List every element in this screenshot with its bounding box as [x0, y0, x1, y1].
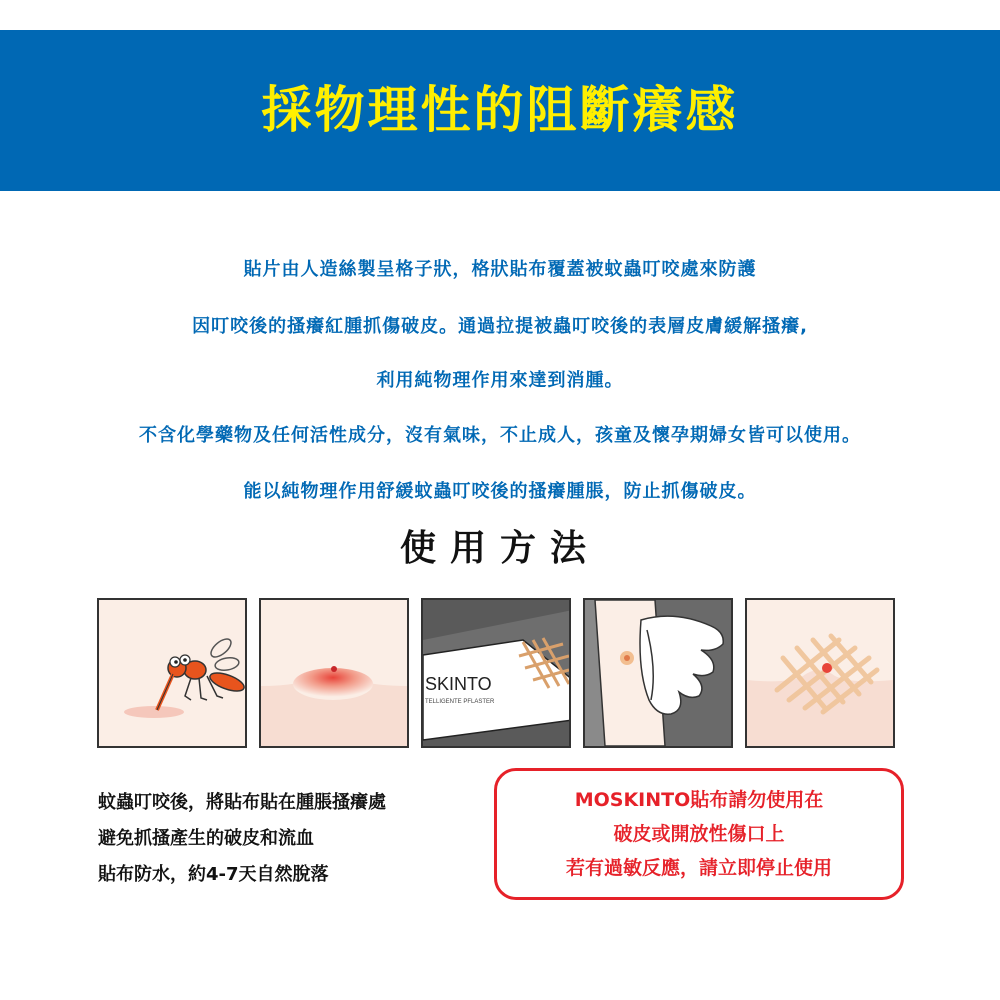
patch-package-illustration	[423, 600, 569, 746]
description-line-1: 貼片由人造絲製呈格子狀，格狀貼布覆蓋被蚊蟲叮咬處來防護	[243, 259, 757, 280]
package-brand: SKINTO	[425, 674, 492, 694]
warning-line-1: MOSKINTO貼布請勿使用在	[574, 789, 824, 811]
warning-line-2: 破皮或開放性傷口上	[613, 823, 785, 845]
swollen-bump-illustration	[261, 600, 407, 746]
step-panel-apply-patch	[583, 598, 733, 748]
method-heading: 使用方法	[399, 528, 600, 569]
step-panel-swollen-bump	[259, 598, 409, 748]
package-subtext: TELLIGENTE PFLASTER	[425, 699, 495, 705]
description-line-2: 因叮咬後的搔癢紅腫抓傷破皮。通過拉提被蟲叮咬後的表層皮膚緩解搔癢,	[192, 316, 808, 337]
warning-line-3: 若有過敏反應，請立即停止使用	[565, 857, 832, 879]
banner-title: 採物理性的阻斷癢感	[261, 80, 739, 139]
description-line-3: 利用純物理作用來達到消腫。	[376, 370, 624, 391]
header-banner	[0, 30, 1000, 191]
step-panel-mosquito-bite	[97, 598, 247, 748]
patch-on-skin-illustration	[747, 600, 893, 746]
warning-box	[494, 768, 904, 900]
usage-note-1: 蚊蟲叮咬後，將貼布貼在腫脹搔癢處	[98, 792, 386, 813]
description-line-5: 能以純物理作用舒緩蚊蟲叮咬後的搔癢腫脹，防止抓傷破皮。	[243, 481, 757, 502]
usage-note-3: 貼布防水，約4-7天自然脫落	[98, 864, 329, 885]
apply-patch-illustration	[585, 600, 731, 746]
step-panel-patch-package	[421, 598, 571, 748]
usage-notes	[98, 785, 386, 893]
usage-note-2: 避免抓搔產生的破皮和流血	[98, 828, 314, 849]
description-line-4: 不含化學藥物及任何活性成分，沒有氣味，不止成人，孩童及懷孕期婦女皆可以使用。	[139, 425, 861, 446]
mosquito-bite-illustration	[99, 600, 245, 746]
step-panel-patch-on-skin	[745, 598, 895, 748]
